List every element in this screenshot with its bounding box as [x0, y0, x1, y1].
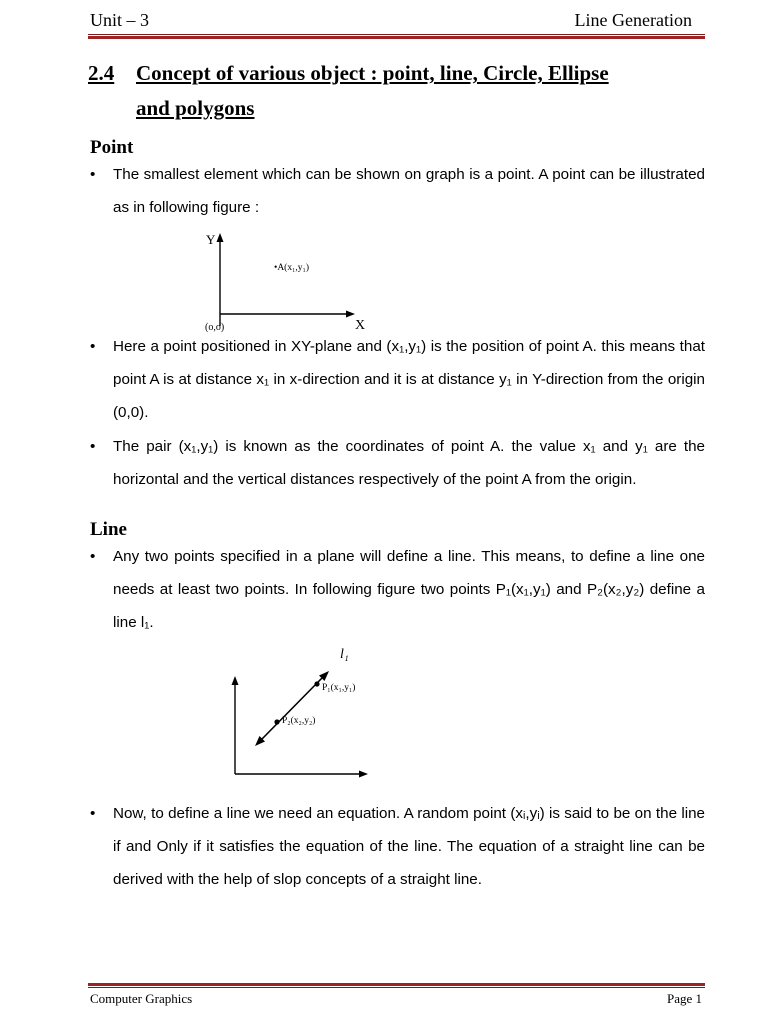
point-bullet-3: [90, 431, 705, 497]
footer-course: Computer Graphics: [90, 991, 193, 1006]
line-heading: Line: [90, 519, 127, 540]
line-bullet-1-text: Any two points specified in a plane will define a line. This means, to define a line one needs at least two points. In following figure two points P₁(x₁,y₁) and P₂(x₂,y₂) define a line l₁.: [113, 548, 705, 631]
bullet-icon: •: [90, 548, 96, 565]
line-bullet-2: [90, 798, 705, 896]
header-rule: [88, 34, 705, 39]
point-heading: Point: [90, 137, 134, 158]
point-bullet-1-text: The smallest element which can be shown on graph is a point. A point can be illustrated as in following figure :: [113, 166, 705, 216]
point-a-label: •A(x₁,y₁): [274, 263, 310, 273]
p2-dot: [274, 719, 279, 724]
line-bullet-1: [90, 541, 705, 639]
footer-rule: [88, 983, 705, 988]
point-bullet-3-text: The pair (x₁,y₁) is known as the coordinates of point A. the value x₁ and y₁ are the horizontal and the vertical distances respectively of the point A from the origin.: [113, 438, 705, 488]
section-title: [88, 56, 609, 126]
header-chapter: Line Generation: [574, 10, 692, 30]
section-number: 2.4: [88, 61, 115, 85]
line-l1-label: l₁: [340, 647, 349, 662]
x-axis-label: X: [355, 318, 366, 333]
bullet-icon: •: [90, 805, 96, 822]
bullet-icon: •: [90, 338, 96, 355]
section-title-line2: and polygons: [136, 96, 255, 120]
point-figure: [195, 226, 385, 338]
origin-label: (o,o): [205, 322, 225, 333]
p1-label: P₁(x₁,y₁): [322, 683, 356, 693]
header-unit: Unit – 3: [90, 10, 150, 30]
line-figure: [222, 640, 382, 785]
bullet-icon: •: [90, 438, 96, 455]
line-bullet-2-text: Now, to define a line we need an equation. A random point (xᵢ,yᵢ) is said to be on the line if and Only if it satisfies the equation of the line. The equation of a straight line can be derived with the help of slop concepts of a straight line.: [113, 805, 705, 888]
section-title-line1: Concept of various object : point, line, Circle, Ellipse: [136, 61, 609, 85]
p1-dot: [314, 681, 319, 686]
bullet-icon: •: [90, 166, 96, 183]
p2-label: P₂(x₂,y₂): [282, 716, 316, 726]
footer-page-number: Page 1: [666, 991, 702, 1006]
point-bullet-2-text: Here a point positioned in XY-plane and (x₁,y₁) is the position of point A. this means that point A is at distance x₁ in x-direction and it is at distance y₁ in Y-direction from the origin (0,0).: [113, 338, 705, 421]
y-axis-label: Y: [206, 232, 216, 247]
point-bullet-1: [90, 159, 705, 225]
point-bullet-2: [90, 331, 705, 429]
